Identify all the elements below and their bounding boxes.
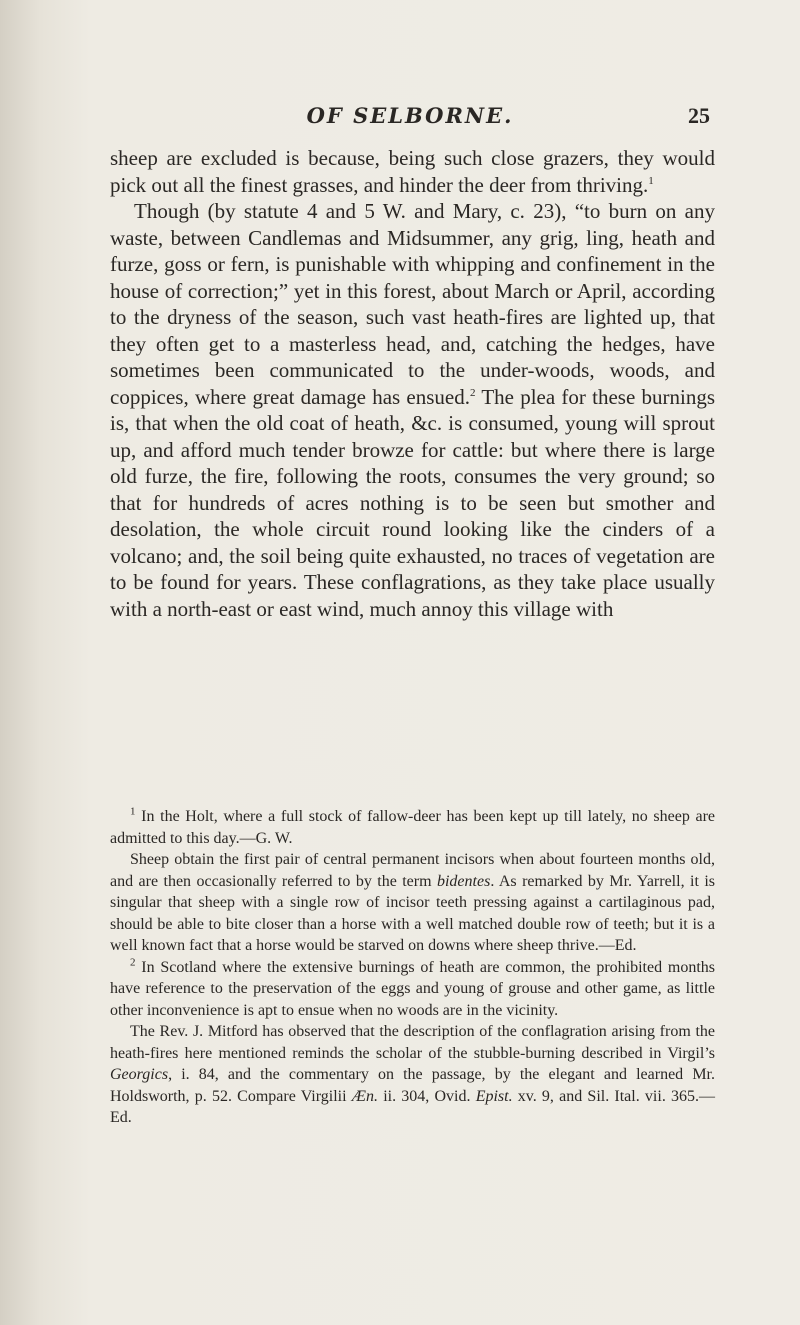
paragraph-2-text-b: The plea for these burnings is, that when the old coat of heath, &c. is consumed, young will sprout up, and afford much tender browze for cattle: but where there is large old furze, the fire, following the roots, consumes the very ground; so that for hundreds of acres nothing is to be seen but smother and desolation, the whole circuit round looking like the cinders of a volcano; and, the soil being quite exhausted, no traces of vegetation are to be found for years. These conflagrations, as they take place usually with a north-east or east wind, much annoy this village with bbox=[110, 384, 715, 621]
fn2b-aen: Æn. bbox=[351, 1087, 378, 1105]
footnote-1-mark: 1 bbox=[130, 805, 136, 818]
paragraph-2-text-a: Though (by statute 4 and 5 W. and Mary, c. 23), “to burn on any waste, between Candlemas and Midsummer, any grig, ling, heath and furze, goss or fern, is punishable with whipping and confinement in the house of correction;” yet in this forest, about March or April, according to the dryness of the season, such vast heath-fires are lighted up, that they often get to a masterless head, and, catching the hedges, have sometimes been communicated to the under-woods, woods, and coppices, where great damage has ensued. bbox=[110, 199, 715, 409]
fn1b-part-b: . As remarked by Mr. Yarrell, it is singular that sheep with a single row of incisor teeth pressing against a cartilaginous pad, should be able to bite closer than a horse with a well matched double row of teeth; but it is a well known fact that a horse would be starved on downs where sheep thrive.—Ed. bbox=[110, 872, 715, 954]
footnote-ref-1: 1 bbox=[648, 174, 654, 187]
fn2b-epist: Epist. bbox=[475, 1087, 513, 1105]
paragraph-2 bbox=[110, 198, 715, 622]
fn2b-part-d: xv. 9, and Sil. Ital. vii. 365.—Ed. bbox=[110, 1087, 716, 1126]
page-header bbox=[110, 103, 710, 133]
running-head: OF SELBORNE. bbox=[306, 103, 514, 128]
page-number: 25 bbox=[688, 103, 710, 128]
fn2b-part-b: , i. 84, and the commentary on the passage, by the elegant and learned Mr. Holdsworth, p. 52. Compare Virgilii bbox=[110, 1066, 715, 1105]
fn2b-part-a: The Rev. J. Mitford has observed that the description of the conflagration arising from the heath-fires here mentioned reminds the scholar of the stubble-burning described in Virgil’s bbox=[110, 1023, 715, 1062]
footnotes bbox=[110, 806, 715, 1129]
footnote-ref-2: 2 bbox=[469, 386, 476, 399]
footnote-2-mark: 2 bbox=[130, 956, 136, 969]
fn1b-term: bidentes bbox=[436, 872, 491, 890]
fn2b-part-c: ii. 304, Ovid. bbox=[378, 1087, 476, 1105]
footnote-2-text: In Scotland where the extensive burnings of heath are common, the prohibited months have reference to the preservation of the eggs and young of grouse and other game, as little other inconvenience is apt to ensue when no woods are in the vicinity. bbox=[110, 958, 715, 1019]
footnote-1-text: In the Holt, where a full stock of fallow-deer has been kept up till lately, no sheep are admitted to this day.—G. W. bbox=[110, 808, 715, 847]
footnote-2-editor-note bbox=[110, 1021, 715, 1129]
fn1b-part-a: Sheep obtain the first pair of central permanent incisors when about fourteen months old, and are then occasionally referred to by the term bbox=[110, 851, 715, 890]
paragraph-1 bbox=[110, 145, 715, 198]
footnote-1-editor-note bbox=[110, 849, 715, 957]
footnote-2 bbox=[110, 957, 715, 1022]
main-text bbox=[110, 145, 715, 622]
footnote-1 bbox=[110, 806, 715, 849]
fn2b-georgics: Georgics bbox=[110, 1066, 169, 1083]
paragraph-1-text: sheep are excluded is because, being such close grazers, they would pick out all the finest grasses, and hinder the deer from thriving. bbox=[110, 146, 715, 197]
